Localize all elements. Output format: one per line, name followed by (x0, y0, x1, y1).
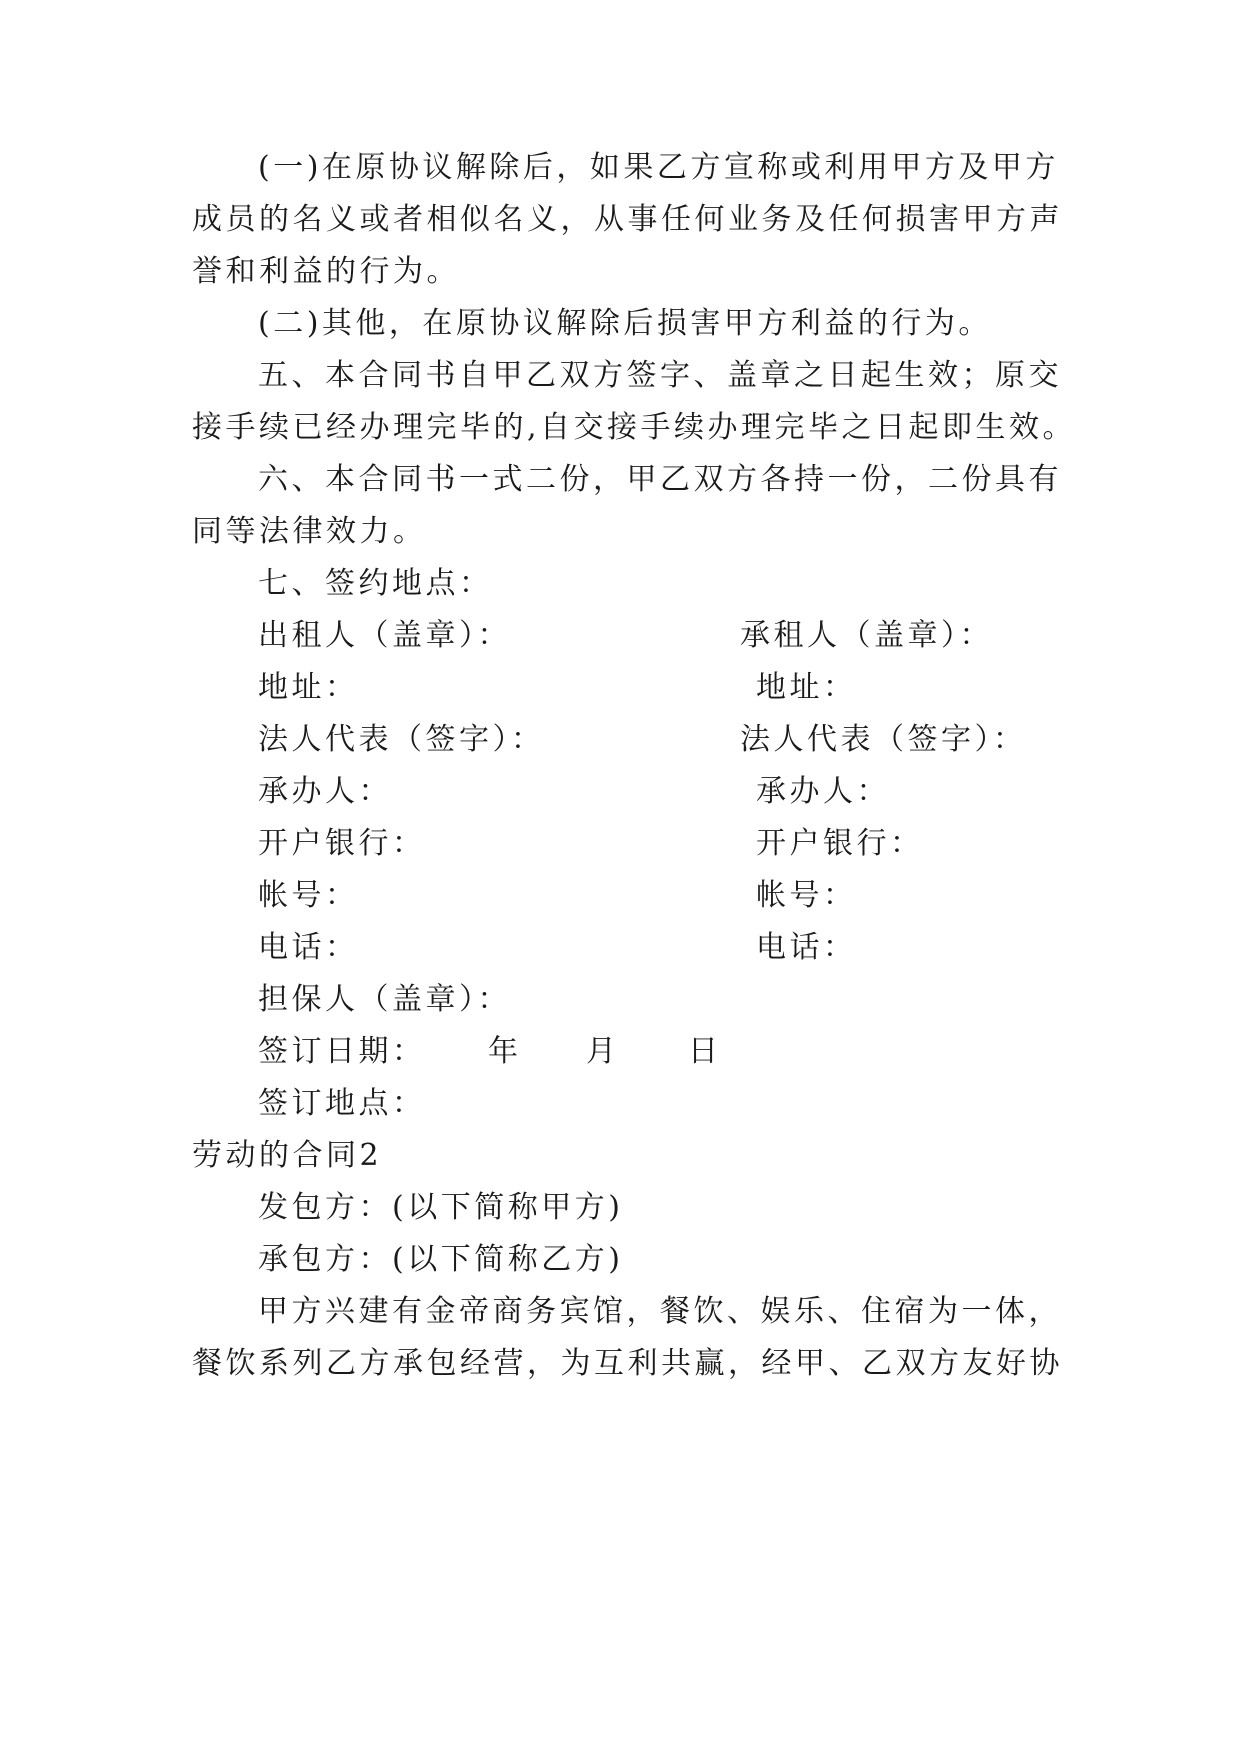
party-b-label: 承包方：(以下简称乙方) (258, 1242, 624, 1277)
paragraph-copies-line-2: 同等法律效力。 (192, 514, 427, 549)
paragraph-signing-place: 七、签约地点： (258, 566, 493, 601)
sign-date-label: 签订日期： (258, 1034, 426, 1069)
lessor-handler-label: 承办人： (258, 774, 392, 809)
sign-place-label: 签订地点： (258, 1086, 426, 1121)
contract-2-body-line-1: 甲方兴建有金帝商务宾馆，餐饮、娱乐、住宿为一体， (258, 1294, 1062, 1329)
lessor-address-label: 地址： (258, 670, 359, 705)
contract-2-body-line-2: 餐饮系列乙方承包经营，为互利共赢，经甲、乙双方友好协 (192, 1346, 1063, 1381)
lessor-phone-label: 电话： (258, 930, 359, 965)
sign-date-month: 月 (586, 1034, 620, 1069)
paragraph-clause-2: (二)其他，在原协议解除后损害甲方利益的行为。 (258, 306, 992, 341)
contract-2-heading: 劳动的合同2 (192, 1138, 383, 1173)
lessee-phone-label: 电话： (756, 930, 857, 965)
lessee-account-label: 帐号： (756, 878, 857, 913)
sign-date-day: 日 (688, 1034, 722, 1069)
lessor-bank-label: 开户银行： (258, 826, 426, 861)
lessee-seal-label: 承租人（盖章）： (740, 618, 993, 653)
lessee-handler-label: 承办人： (756, 774, 890, 809)
paragraph-clause-1-line-2: 成员的名义或者相似名义，从事任何业务及任何损害甲方声 (192, 202, 1063, 237)
paragraph-effective-line-2: 接手续已经办理完毕的,自交接手续办理完毕之日起即生效。 (192, 410, 1077, 445)
paragraph-copies-line-1: 六、本合同书一式二份，甲乙双方各持一份，二份具有 (258, 462, 1062, 497)
lessee-address-label: 地址： (756, 670, 857, 705)
lessor-account-label: 帐号： (258, 878, 359, 913)
guarantor-seal-label: 担保人（盖章）： (258, 982, 511, 1017)
sign-date-year: 年 (488, 1034, 522, 1069)
lessee-legal-rep-label: 法人代表（签字）： (740, 722, 1027, 757)
lessor-seal-label: 出租人（盖章）： (258, 618, 511, 653)
paragraph-effective-line-1: 五、本合同书自甲乙双方签字、盖章之日起生效；原交 (258, 358, 1062, 393)
lessor-legal-rep-label: 法人代表（签字）： (258, 722, 545, 757)
paragraph-clause-1-line-3: 誉和利益的行为。 (192, 254, 460, 289)
party-a-label: 发包方：(以下简称甲方) (258, 1190, 624, 1225)
lessee-bank-label: 开户银行： (756, 826, 924, 861)
paragraph-clause-1-line-1: (一)在原协议解除后，如果乙方宣称或利用甲方及甲方 (258, 150, 1059, 185)
